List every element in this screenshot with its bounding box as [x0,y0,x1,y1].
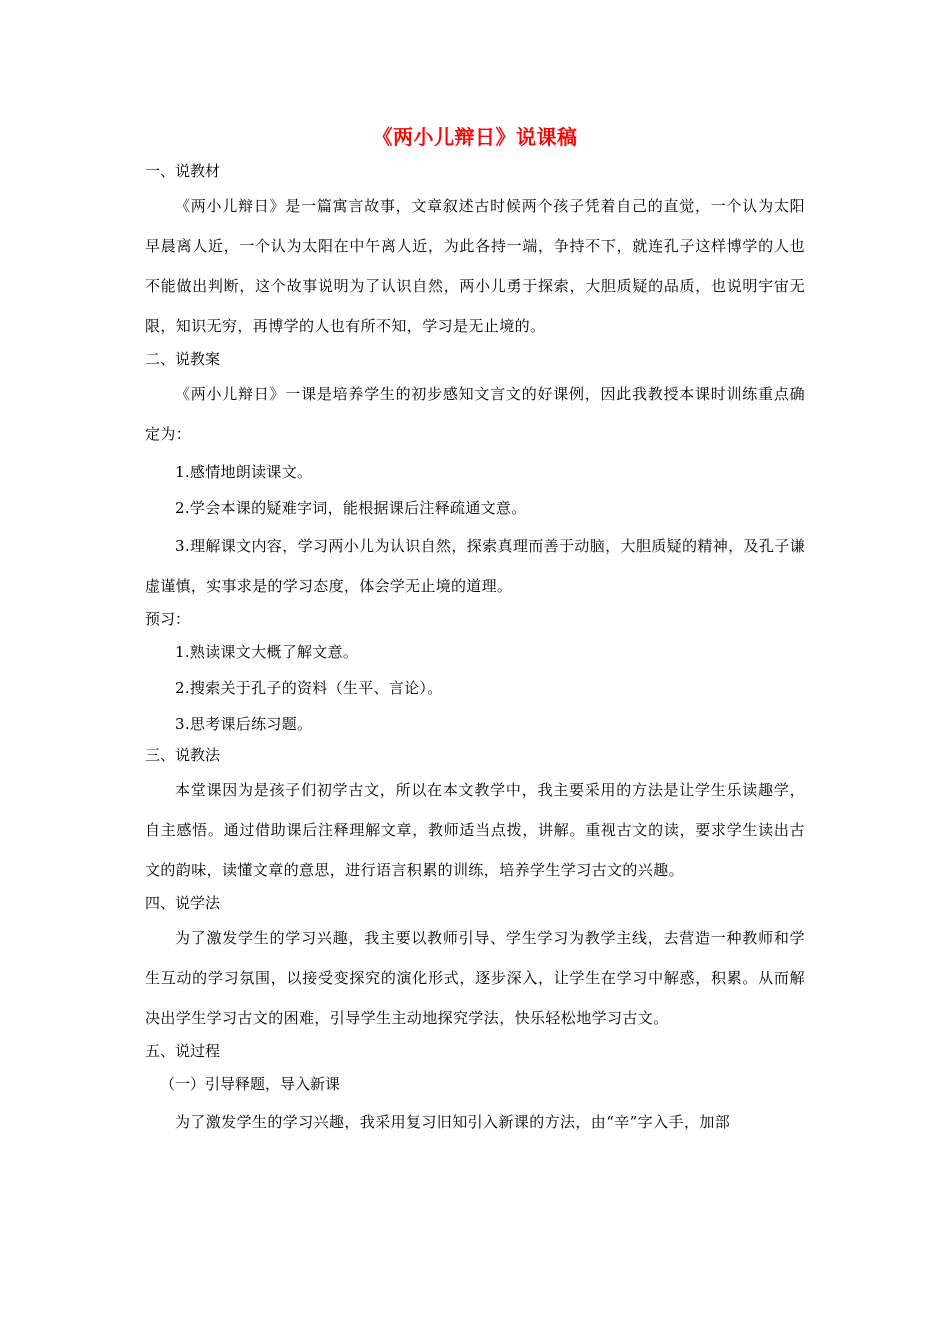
section-heading-teaching-material: 一、说教材 [145,162,221,180]
document-page [145,122,805,1142]
section-heading-teaching-method: 三、说教法 [145,746,221,764]
section-heading-learning-method: 四、说学法 [145,894,221,912]
paragraph-introduction: 为了激发学生的学习兴趣，我采用复习旧知引入新课的方法，由“辛”字入手，加部 [175,1113,731,1131]
list-item-goal-1: 1.感情地朗读课文。 [175,463,313,481]
preview-heading: 预习： [145,610,191,628]
section-heading-process: 五、说过程 [145,1042,221,1060]
list-item-preview-2: 2.搜索关于孔子的资料（生平、言论）。 [175,679,443,697]
paragraph-teaching-plan: 《两小儿辩日》一课是培养学生的初步感知文言文的好课例，因此我教授本课时训练重点确定为： [145,385,805,443]
paragraph-teaching-material: 《两小儿辩日》是一篇寓言故事，文章叙述古时候两个孩子凭着自己的直觉，一个认为太阳早晨离人近，一个认为太阳在中午离人近，为此各持一端，争持不下，就连孔子这样博学的人也不能做出判断，这个故事说明为了认识自然，两小儿勇于探索，大胆质疑的品质，也说明宇宙无限，知识无穷，再博学的人也有所不知，学习是无止境的。 [145,197,805,335]
document-title: 《两小儿辩日》说课稿 [372,125,578,149]
list-item-preview-3: 3.思考课后练习题。 [175,715,313,733]
list-item-goal-3: 3.理解课文内容，学习两小儿为认识自然，探索真理而善于动脑，大胆质疑的精神，及孔子谦虚谨慎，实事求是的学习态度，体会学无止境的道理。 [145,537,805,595]
paragraph-learning-method: 为了激发学生的学习兴趣，我主要以教师引导、学生学习为教学主线，去营造一种教师和学生互动的学习氛围，以接受变探究的演化形式，逐步深入，让学生在学习中解惑，积累。从而解决出学生学习古文的困难，引导学生主动地探究学法，快乐轻松地学习古文。 [145,929,805,1027]
paragraph-teaching-method: 本堂课因为是孩子们初学古文，所以在本文教学中，我主要采用的方法是让学生乐读趣学，自主感悟。通过借助课后注释理解文章，教师适当点拨，讲解。重视古文的读，要求学生读出古文的韵味，读懂文章的意思，进行语言积累的训练，培养学生学习古文的兴趣。 [145,781,805,879]
list-item-preview-1: 1.熟读课文大概了解文意。 [175,643,359,661]
section-heading-teaching-plan: 二、说教案 [145,350,221,368]
list-item-goal-2: 2.学会本课的疑难字词，能根据课后注释疏通文意。 [175,499,527,517]
subsection-heading-introduction: （一）引导释题，导入新课 [160,1075,341,1093]
